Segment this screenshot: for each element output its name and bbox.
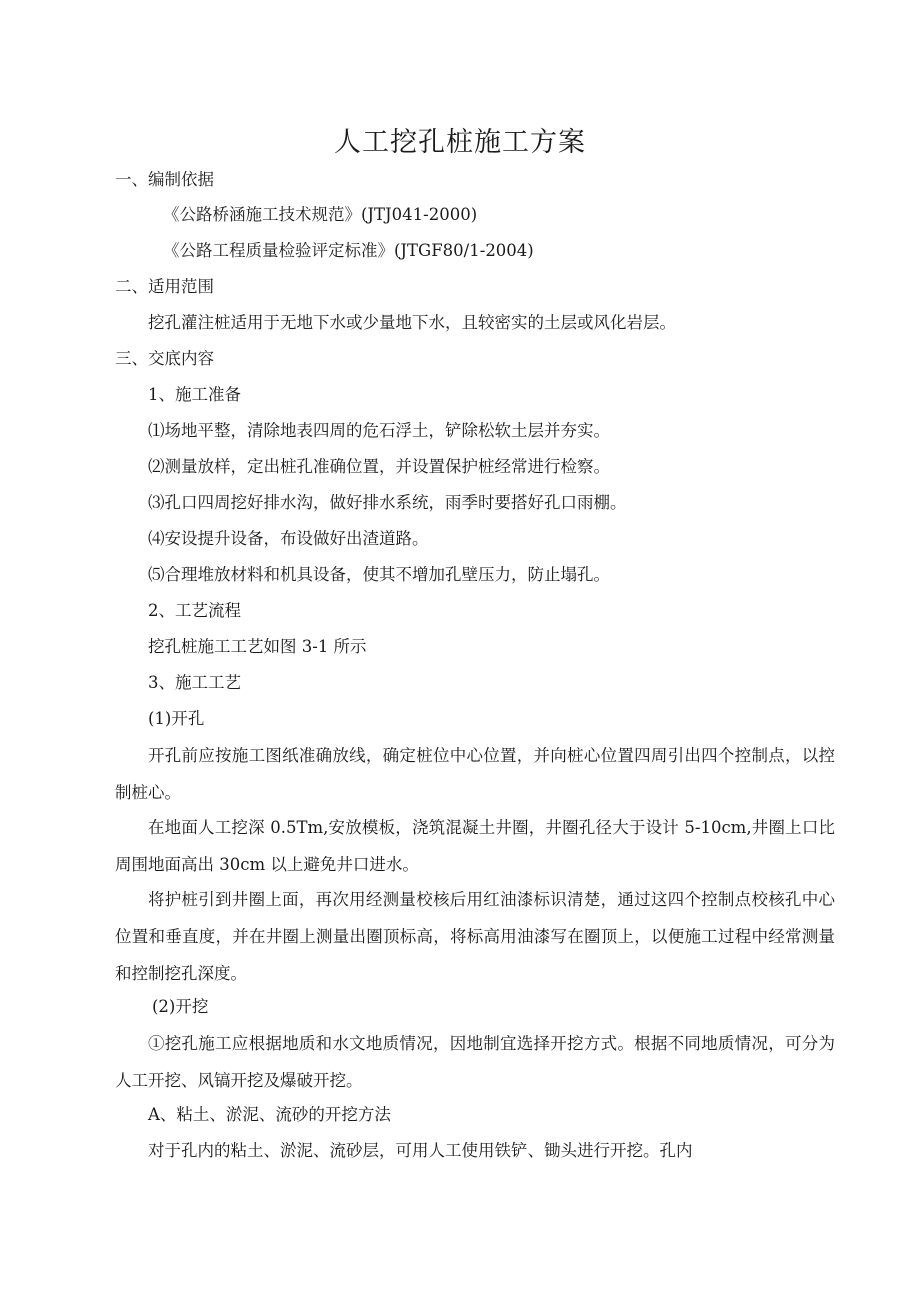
prep-item: ⑴场地平整，清除地表四周的危石浮土，铲除松软土层并夯实。 xyxy=(148,421,610,440)
paragraph: 开孔前应按施工图纸准确放线，确定桩位中心位置，并向桩心位置四周引出四个控制点，以控制桩心。 xyxy=(115,746,835,802)
prep-item: ⑵测量放样，定出桩孔准确位置，并设置保护桩经常进行检察。 xyxy=(148,457,610,476)
step-heading-open-hole: (1)开孔 xyxy=(148,709,205,728)
reference-item: 《公路桥涵施工技术规范》(JTJ041-2000) xyxy=(163,205,478,224)
step-heading-excavation: (2)开挖 xyxy=(152,997,209,1016)
prep-item: ⑶孔口四周挖好排水沟，做好排水系统，雨季时要搭好孔口雨棚。 xyxy=(148,493,627,512)
subsection-heading-process: 3、施工工艺 xyxy=(148,673,241,692)
prep-item: ⑸合理堆放材料和机具设备，使其不增加孔壁压力，防止塌孔。 xyxy=(148,565,610,584)
flow-text: 挖孔桩施工工艺如图 3-1 所示 xyxy=(148,637,367,656)
sub-heading-clay: A、粘土、淤泥、流砂的开挖方法 xyxy=(148,1105,391,1124)
prep-item: ⑷安设提升设备，布设做好出渣道路。 xyxy=(148,529,429,548)
paragraph: 在地面人工挖深 0.5Tm,安放模板，浇筑混凝土井圈，井圈孔径大于设计 5-10cm,井圈上口比周围地面高出 30cm 以上避免井口进水。 xyxy=(115,818,835,874)
section-heading-scope: 二、适用范围 xyxy=(115,277,214,296)
subsection-heading-prep: 1、施工准备 xyxy=(148,385,241,404)
section-heading-basis: 一、编制依据 xyxy=(115,170,214,189)
paragraph: 将护桩引到井圈上面，再次用经测量校核后用红油漆标识清楚，通过这四个控制点校核孔中心位置和垂直度，并在井圈上测量出圈顶标高，将标高用油漆写在圈顶上，以便施工过程中经常测量和控制挖孔深度。 xyxy=(115,890,835,983)
subsection-heading-flow: 2、工艺流程 xyxy=(148,601,241,620)
document-title: 人工挖孔桩施工方案 xyxy=(334,127,586,158)
paragraph: ①挖孔施工应根据地质和水文地质情况，因地制宜选择开挖方式。根据不同地质情况，可分为人工开挖、风镐开挖及爆破开挖。 xyxy=(115,1034,835,1090)
section-heading-content: 三、交底内容 xyxy=(115,349,214,368)
reference-item: 《公路工程质量检验评定标准》(JTGF80/1-2004) xyxy=(163,241,534,260)
clay-text: 对于孔内的粘土、淤泥、流砂层，可用人工使用铁铲、锄头进行开挖。孔内 xyxy=(148,1141,693,1160)
scope-text: 挖孔灌注桩适用于无地下水或少量地下水，且较密实的土层或风化岩层。 xyxy=(148,313,676,332)
